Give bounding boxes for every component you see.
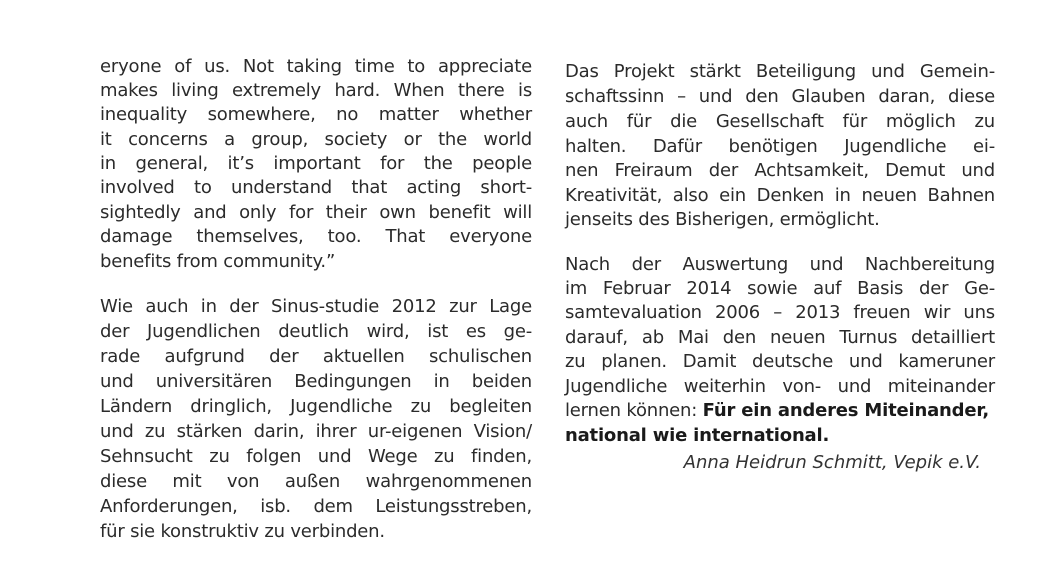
text-line: eryone of us. Not taking time to appreciate xyxy=(100,56,532,77)
text-line: für sie konstruktiv zu verbinden. xyxy=(100,521,385,542)
text-line: Wie auch in der Sinus-studie 2012 zur Lage xyxy=(100,296,532,317)
text-line: im Februar 2014 sowie auf Basis der Ge- xyxy=(565,278,995,299)
text-line: nen Freiraum der Achtsamkeit, Demut und xyxy=(565,160,995,181)
text-bold: Für ein anderes Miteinander, xyxy=(702,400,989,421)
text-line: der Jugendlichen deutlich wird, ist es ge- xyxy=(100,321,532,342)
text-line: it concerns a group, society or the world xyxy=(100,129,532,150)
text-line: involved to understand that acting short- xyxy=(100,177,532,198)
text-line: samtevaluation 2006 – 2013 freuen wir uns xyxy=(565,302,995,323)
text-line: Kreativität, also ein Denken in neuen Bahnen xyxy=(565,185,995,206)
text-line: auch für die Gesellschaft für möglich zu xyxy=(565,111,995,132)
text-line: halten. Dafür benötigen Jugendliche ei- xyxy=(565,136,995,157)
text-line: Jugendliche weiterhin von- und miteinander xyxy=(565,376,995,397)
text-line-emphasis xyxy=(565,399,989,423)
closing-statement: national wie international. xyxy=(565,425,830,446)
text-line: diese mit von außen wahrgenommenen xyxy=(100,471,532,492)
text-line: Ländern dringlich, Jugendliche zu begleiten xyxy=(100,396,532,417)
text-line: Das Projekt stärkt Beteiligung und Gemein- xyxy=(565,61,995,82)
text-line: und universitären Bedingungen in beiden xyxy=(100,371,532,392)
text-line: jenseits des Bisherigen, ermöglicht. xyxy=(565,209,880,230)
signature: Anna Heidrun Schmitt, Vepik e.V. xyxy=(683,452,981,473)
text-line: Sehnsucht zu folgen und Wege zu finden, xyxy=(100,446,532,467)
text-line: sightedly and only for their own benefit will xyxy=(100,202,532,223)
text-line: und zu stärken darin, ihrer ur-eigenen Vision/ xyxy=(100,421,532,442)
text-line: darauf, ab Mai den neuen Turnus detailliert xyxy=(565,327,995,348)
text-line: in general, it’s important for the people xyxy=(100,153,532,174)
text-line: schaftssinn – und den Glauben daran, diese xyxy=(565,86,995,107)
text-plain: lernen können: xyxy=(565,400,703,421)
text-line: inequality somewhere, no matter whether xyxy=(100,104,532,125)
text-line: rade aufgrund der aktuellen schulischen xyxy=(100,346,532,367)
text-line: zu planen. Damit deutsche und kameruner xyxy=(565,351,995,372)
text-line: benefits from community.” xyxy=(100,251,336,272)
text-line: Anforderungen, isb. dem Leistungsstreben, xyxy=(100,496,532,517)
text-line: damage themselves, too. That everyone xyxy=(100,226,532,247)
text-line: makes living extremely hard. When there is xyxy=(100,80,532,101)
text-line: Nach der Auswertung und Nachbereitung xyxy=(565,254,995,275)
